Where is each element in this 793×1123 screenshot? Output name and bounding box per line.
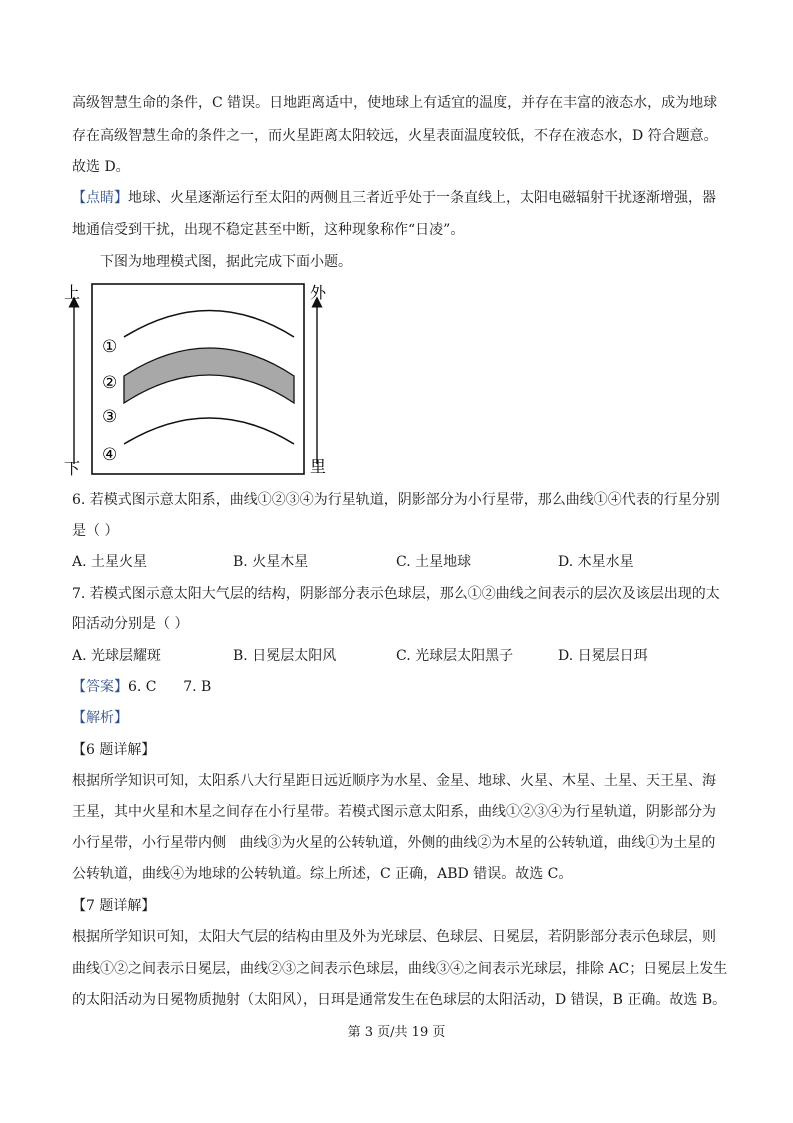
q7-detail-line: 曲线①②之间表示日冕层，曲线②③之间表示色球层，曲线③④之间表示光球层，排除 AC；日冕层上发生 — [72, 961, 728, 977]
page-number: 第 3 页/共 19 页 — [347, 1025, 446, 1040]
curve-1 — [124, 311, 294, 338]
dianjing-line — [72, 188, 716, 208]
q7-option-a: A. 光球层耀斑 — [72, 648, 162, 664]
q6-detail-line: 小行星带，小行星带内侧 曲线③为火星的公转轨道，外侧的曲线②为木星的公转轨道，曲线①为土星的 — [72, 835, 716, 851]
dianjing-label: 【点睛】 — [72, 190, 128, 206]
answer-text: 6. C 7. B — [128, 679, 212, 695]
curve-label-2: ② — [102, 373, 118, 393]
label-inner: 里 — [310, 457, 327, 476]
q7-stem-2: 阳活动分别是（ ） — [72, 616, 189, 632]
q6-option-b: B. 火星木星 — [233, 554, 309, 570]
figure-intro: 下图为地理模式图，据此完成下面小题。 — [100, 254, 352, 270]
q6-option-c: C. 土星地球 — [396, 554, 472, 570]
q7-stem: 7. 若模式图示意太阳大气层的结构，阴影部分表示色球层，那么①②曲线之间表示的层次及该层出现的太 — [72, 586, 720, 602]
jiexi-label: 【解析】 — [72, 710, 128, 726]
label-up: 上 — [64, 283, 81, 302]
answer-line — [72, 677, 211, 697]
q6-detail-line: 根据所学知识可知，太阳系八大行星距日远近顺序为水星、金星、地球、火星、木星、土星、天王星、海 — [72, 773, 716, 789]
shaded-band — [124, 348, 294, 403]
jiexi-line — [72, 708, 128, 728]
q6-detail-line: 公转轨道，曲线④为地球的公转轨道。综上所述，C 正确，ABD 错误。故选 C。 — [72, 866, 573, 882]
q6-detail-line: 王星，其中火星和木星之间存在小行星带。若模式图示意太阳系，曲线①②③④为行星轨道，阴影部分为 — [72, 804, 716, 820]
q6-detail-heading: 【6 题详解】 — [72, 742, 156, 758]
q7-detail-line: 根据所学知识可知，太阳大气层的结构由里及外为光球层、色球层、日冕层，若阴影部分表示色球层，则 — [72, 929, 716, 945]
q7-option-c: C. 光球层太阳黑子 — [396, 648, 514, 664]
label-down: 下 — [64, 459, 81, 477]
q6-stem: 6. 若模式图示意太阳系，曲线①②③④为行星轨道，阴影部分为小行星带，那么曲线①④代表的行星分别 — [72, 492, 720, 508]
answer-label: 【答案】 — [72, 679, 128, 695]
dianjing-text: 地球、火星逐渐运行至太阳的两侧且三者近乎处于一条直线上，太阳电磁辐射干扰逐渐增强，器 — [128, 190, 716, 206]
label-outer: 外 — [310, 283, 327, 302]
q6-stem-2: 是（ ） — [72, 523, 119, 539]
q6-option-a: A. 土星火星 — [72, 554, 148, 570]
curve-4 — [124, 418, 294, 444]
curve-label-1: ① — [102, 337, 118, 357]
q7-detail-heading: 【7 题详解】 — [72, 898, 156, 914]
q6-option-d: D. 木星水星 — [558, 554, 634, 570]
curve-label-3: ③ — [102, 407, 118, 427]
q7-option-d: D. 日冕层日珥 — [558, 648, 648, 664]
curve-label-4: ④ — [102, 445, 118, 465]
q7-detail-line: 的太阳活动为日冕物质抛射（太阳风），日珥是通常发生在色球层的太阳活动，D 错误，B 正确。故选 B。 — [72, 992, 727, 1008]
dianjing-line-2: 地通信受到干扰，出现不稳定甚至中断，这种现象称作“日凌”。 — [72, 222, 465, 238]
paragraph-line: 故选 D。 — [72, 159, 130, 175]
geography-model-figure — [62, 282, 332, 477]
paragraph-line: 高级智慧生命的条件，C 错误。日地距离适中，使地球上有适宜的温度，并存在丰富的液态水，成为地球 — [72, 95, 718, 111]
q7-option-b: B. 日冕层太阳风 — [233, 648, 337, 664]
paragraph-line: 存在高级智慧生命的条件之一，而火星距离太阳较远，火星表面温度较低，不存在液态水，D 符合题意。 — [72, 128, 718, 144]
